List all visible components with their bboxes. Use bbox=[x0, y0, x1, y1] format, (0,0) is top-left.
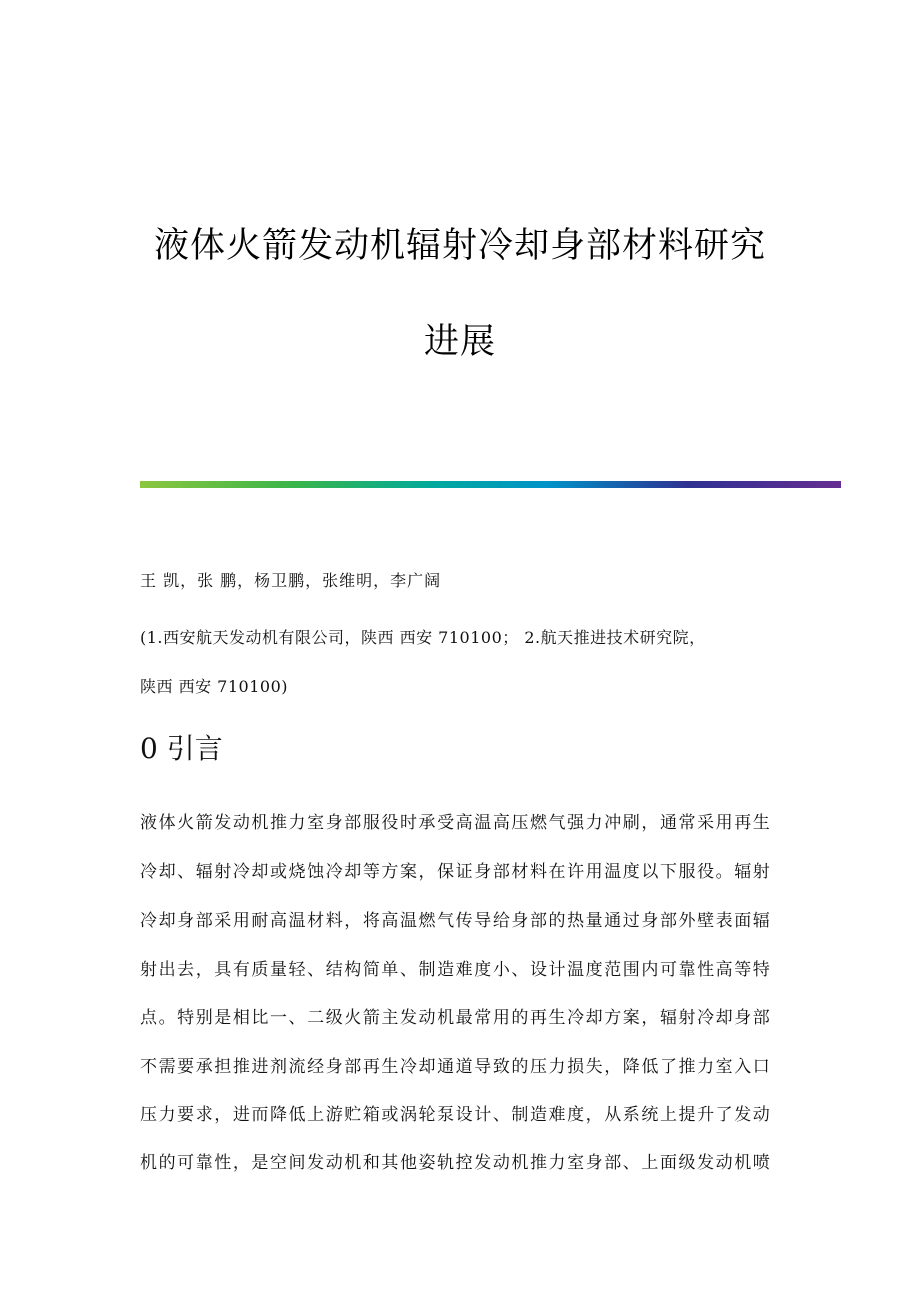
paper-title-line-2: 进展 bbox=[423, 322, 496, 362]
body-text-line: 射出去，具有质量轻、结构简单、制造难度小、设计温度范围内可靠性高等特 bbox=[140, 960, 770, 980]
body-text-line: 冷却身部采用耐高温材料，将高温燃气传导给身部的热量通过身部外壁表面辐 bbox=[140, 911, 770, 931]
gradient-divider bbox=[140, 481, 841, 488]
paper-title-line-1: 液体火箭发动机辐射冷却身部材料研究 bbox=[153, 226, 766, 266]
section-heading-introduction: 0 引言 bbox=[140, 732, 223, 765]
body-text-line: 压力要求，进而降低上游贮箱或涡轮泵设计、制造难度，从系统上提升了发动 bbox=[140, 1105, 770, 1125]
body-text-line: 冷却、辐射冷却或烧蚀冷却等方案，保证身部材料在许用温度以下服役。辐射 bbox=[140, 862, 770, 882]
affiliation-line-1: (1.西安航天发动机有限公司，陕西 西安 710100； 2.航天推进技术研究院， bbox=[140, 628, 706, 647]
affiliation-line-2: 陕西 西安 710100) bbox=[140, 677, 288, 696]
body-text-line: 液体火箭发动机推力室身部服役时承受高温高压燃气强力冲刷，通常采用再生 bbox=[140, 813, 770, 833]
body-text-line: 不需要承担推进剂流经身部再生冷却通道导致的压力损失，降低了推力室入口 bbox=[140, 1057, 770, 1077]
body-text-line: 点。特别是相比一、二级火箭主发动机最常用的再生冷却方案，辐射冷却身部 bbox=[140, 1008, 770, 1028]
body-text-line: 机的可靠性，是空间发动机和其他姿轨控发动机推力室身部、上面级发动机喷 bbox=[140, 1153, 770, 1173]
author-list: 王 凯，张 鹏，杨卫鹏，张维明，李广阔 bbox=[140, 571, 442, 590]
